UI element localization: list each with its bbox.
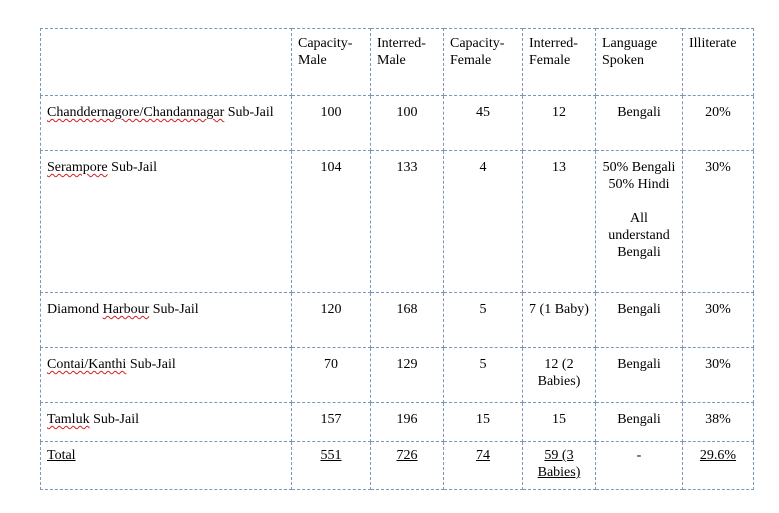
header-capacity-female: Capacity-Female xyxy=(444,29,523,96)
interred-female-cell: 12 xyxy=(523,96,596,151)
row-name-part: Diamond xyxy=(47,302,103,317)
language-cell: Bengali xyxy=(596,293,683,348)
header-illiterate: Illiterate xyxy=(683,29,754,96)
row-name-cell xyxy=(41,96,292,151)
total-illiterate-cell xyxy=(683,442,754,490)
illiterate-cell: 30% xyxy=(683,293,754,348)
row-name-part: Tamluk xyxy=(47,412,90,427)
document-page xyxy=(40,28,754,490)
capacity-male-cell: 120 xyxy=(292,293,371,348)
total-language-cell: - xyxy=(596,442,683,490)
row-name-part: Harbour xyxy=(102,302,150,317)
interred-female-cell: 7 (1 Baby) xyxy=(523,293,596,348)
table-row xyxy=(41,403,754,442)
language-cell: Bengali xyxy=(596,403,683,442)
header-language-spoken: Language Spoken xyxy=(596,29,683,96)
capacity-female-cell: 45 xyxy=(444,96,523,151)
row-name-cell xyxy=(41,403,292,442)
total-row xyxy=(41,442,754,490)
header-blank-cell xyxy=(41,29,292,96)
language-line: 50% Bengali xyxy=(602,160,676,175)
illiterate-cell: 30% xyxy=(683,348,754,403)
table-row xyxy=(41,96,754,151)
row-name-cell xyxy=(41,348,292,403)
row-name-part: Sub-Jail xyxy=(224,105,274,120)
interred-female-cell: 13 xyxy=(523,151,596,293)
total-capacity-female: 74 xyxy=(476,448,490,463)
language-cell: Bengali xyxy=(596,348,683,403)
total-label-cell xyxy=(41,442,292,490)
table-row xyxy=(41,293,754,348)
interred-male-cell: 168 xyxy=(371,293,444,348)
illiterate-cell: 30% xyxy=(683,151,754,293)
total-illiterate: 29.6% xyxy=(699,448,737,463)
header-interred-female: Interred-Female xyxy=(523,29,596,96)
language-line: 50% Hindi xyxy=(608,177,670,192)
interred-male-cell: 133 xyxy=(371,151,444,293)
table-header-row xyxy=(41,29,754,96)
language-cell xyxy=(596,151,683,293)
interred-female-cell: 12 (2 Babies) xyxy=(523,348,596,403)
row-name-cell xyxy=(41,151,292,293)
total-interred-female-cell xyxy=(523,442,596,490)
table-row xyxy=(41,348,754,403)
language-cell: Bengali xyxy=(596,96,683,151)
illiterate-cell: 38% xyxy=(683,403,754,442)
total-interred-male: 726 xyxy=(396,448,418,463)
interred-female-cell: 15 xyxy=(523,403,596,442)
illiterate-cell: 20% xyxy=(683,96,754,151)
total-interred-female: 59 (3 Babies) xyxy=(537,448,581,480)
total-capacity-female-cell xyxy=(444,442,523,490)
header-capacity-male: Capacity-Male xyxy=(292,29,371,96)
row-name-part: Serampore xyxy=(47,160,108,175)
row-name-part: Sub-Jail xyxy=(89,412,139,427)
row-name-part: Sub-Jail xyxy=(126,357,176,372)
total-interred-male-cell xyxy=(371,442,444,490)
capacity-female-cell: 5 xyxy=(444,348,523,403)
capacity-female-cell: 15 xyxy=(444,403,523,442)
total-capacity-male: 551 xyxy=(320,448,342,463)
row-name-part: Chanddernagore/Chandannagar xyxy=(47,105,225,120)
capacity-male-cell: 100 xyxy=(292,96,371,151)
capacity-male-cell: 104 xyxy=(292,151,371,293)
language-line: All understand Bengali xyxy=(608,211,670,260)
capacity-male-cell: 157 xyxy=(292,403,371,442)
language-spacer xyxy=(602,193,676,210)
sub-jail-table xyxy=(40,28,754,490)
interred-male-cell: 100 xyxy=(371,96,444,151)
capacity-female-cell: 5 xyxy=(444,293,523,348)
total-label: Total xyxy=(47,448,76,463)
capacity-female-cell: 4 xyxy=(444,151,523,293)
row-name-part: Sub-Jail xyxy=(107,160,158,175)
header-interred-male: Interred-Male xyxy=(371,29,444,96)
table-row xyxy=(41,151,754,293)
row-name-part: Sub-Jail xyxy=(149,302,199,317)
row-name-part: Contai/Kanthi xyxy=(47,357,127,372)
interred-male-cell: 196 xyxy=(371,403,444,442)
interred-male-cell: 129 xyxy=(371,348,444,403)
total-capacity-male-cell xyxy=(292,442,371,490)
capacity-male-cell: 70 xyxy=(292,348,371,403)
row-name-cell xyxy=(41,293,292,348)
